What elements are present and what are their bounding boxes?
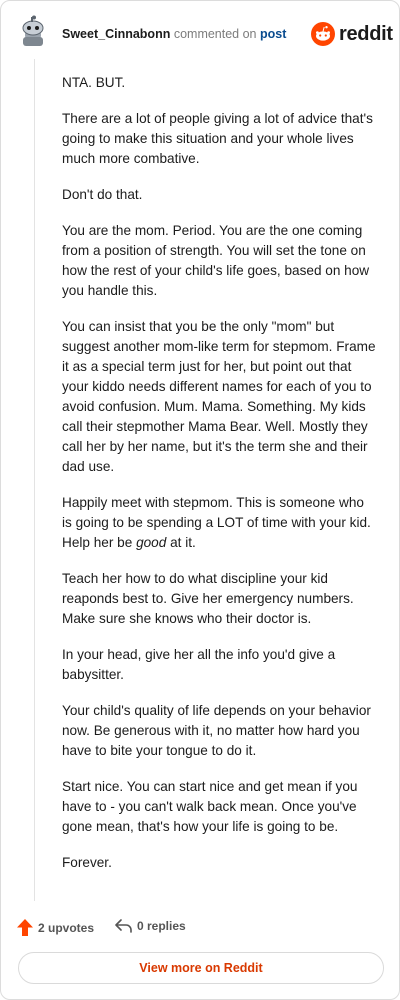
replies-button[interactable] <box>115 919 186 933</box>
comment-body <box>62 73 376 889</box>
reddit-logo[interactable] <box>311 21 393 47</box>
comment-paragraph <box>62 493 376 553</box>
upvote-button[interactable] <box>17 919 94 936</box>
comment-footer <box>17 917 387 939</box>
comment-paragraph: Start nice. You can start nice and get mean if you have to - you can't walk back mean. Once you've gone mean, that's how your life is going to be. <box>62 779 358 834</box>
replies-count: 0 replies <box>137 919 186 933</box>
snoo-avatar-icon[interactable] <box>17 15 49 47</box>
upvote-arrow-icon <box>17 919 33 936</box>
comment-paragraph: In your head, give her all the info you'd give a babysitter. <box>62 647 336 682</box>
comment-paragraph: Forever. <box>62 855 112 870</box>
emphasis-text: good <box>136 535 167 550</box>
comment-meta <box>62 27 286 41</box>
reddit-logo-icon <box>311 22 335 46</box>
logo-wordmark: reddit <box>339 22 393 45</box>
text-run: Happily meet with stepmom. This is someone who is going to be spending a LOT of time with your kid. Help her be <box>62 495 371 550</box>
text-run: at it. <box>166 535 196 550</box>
action-text: commented on <box>173 27 257 41</box>
comment-header <box>1 1 400 65</box>
comment-paragraph: Your child's quality of life depends on your behavior now. Be generous with it, no matter how hard you have to bite your tongue to do it. <box>62 703 371 758</box>
post-link[interactable]: post <box>260 27 287 41</box>
upvote-count: 2 upvotes <box>38 920 95 935</box>
view-more-button[interactable]: View more on Reddit <box>18 952 384 984</box>
thread-line[interactable] <box>34 59 35 901</box>
comment-paragraph: You can insist that you be the only "mom" but suggest another mom-like term for stepmom. Frame it as a special term just for her, but point out that your kiddo needs different names for each of you to avoid confusion. Mum. Mama. Something. My kids call their stepmother Mama Bear. Well. Mostly they call her by her name, but it's the term she and their dad use. <box>62 319 376 474</box>
username-link[interactable]: Sweet_Cinnabonn <box>62 27 171 41</box>
comment-paragraph: Don't do that. <box>62 187 143 202</box>
comment-paragraph: Teach her how to do what discipline your kid reaponds best to. Give her emergency numbers. Make sure she knows who their doctor is. <box>62 571 354 626</box>
reply-arrow-icon <box>115 919 132 933</box>
comment-paragraph: NTA. BUT. <box>62 75 126 90</box>
comment-paragraph: There are a lot of people giving a lot of advice that's going to make this situation and your whole lives much more combative. <box>62 111 373 166</box>
comment-paragraph: You are the mom. Period. You are the one coming from a position of strength. You will set the tone on how the rest of your child's life goes, based on how you handle this. <box>62 223 370 298</box>
